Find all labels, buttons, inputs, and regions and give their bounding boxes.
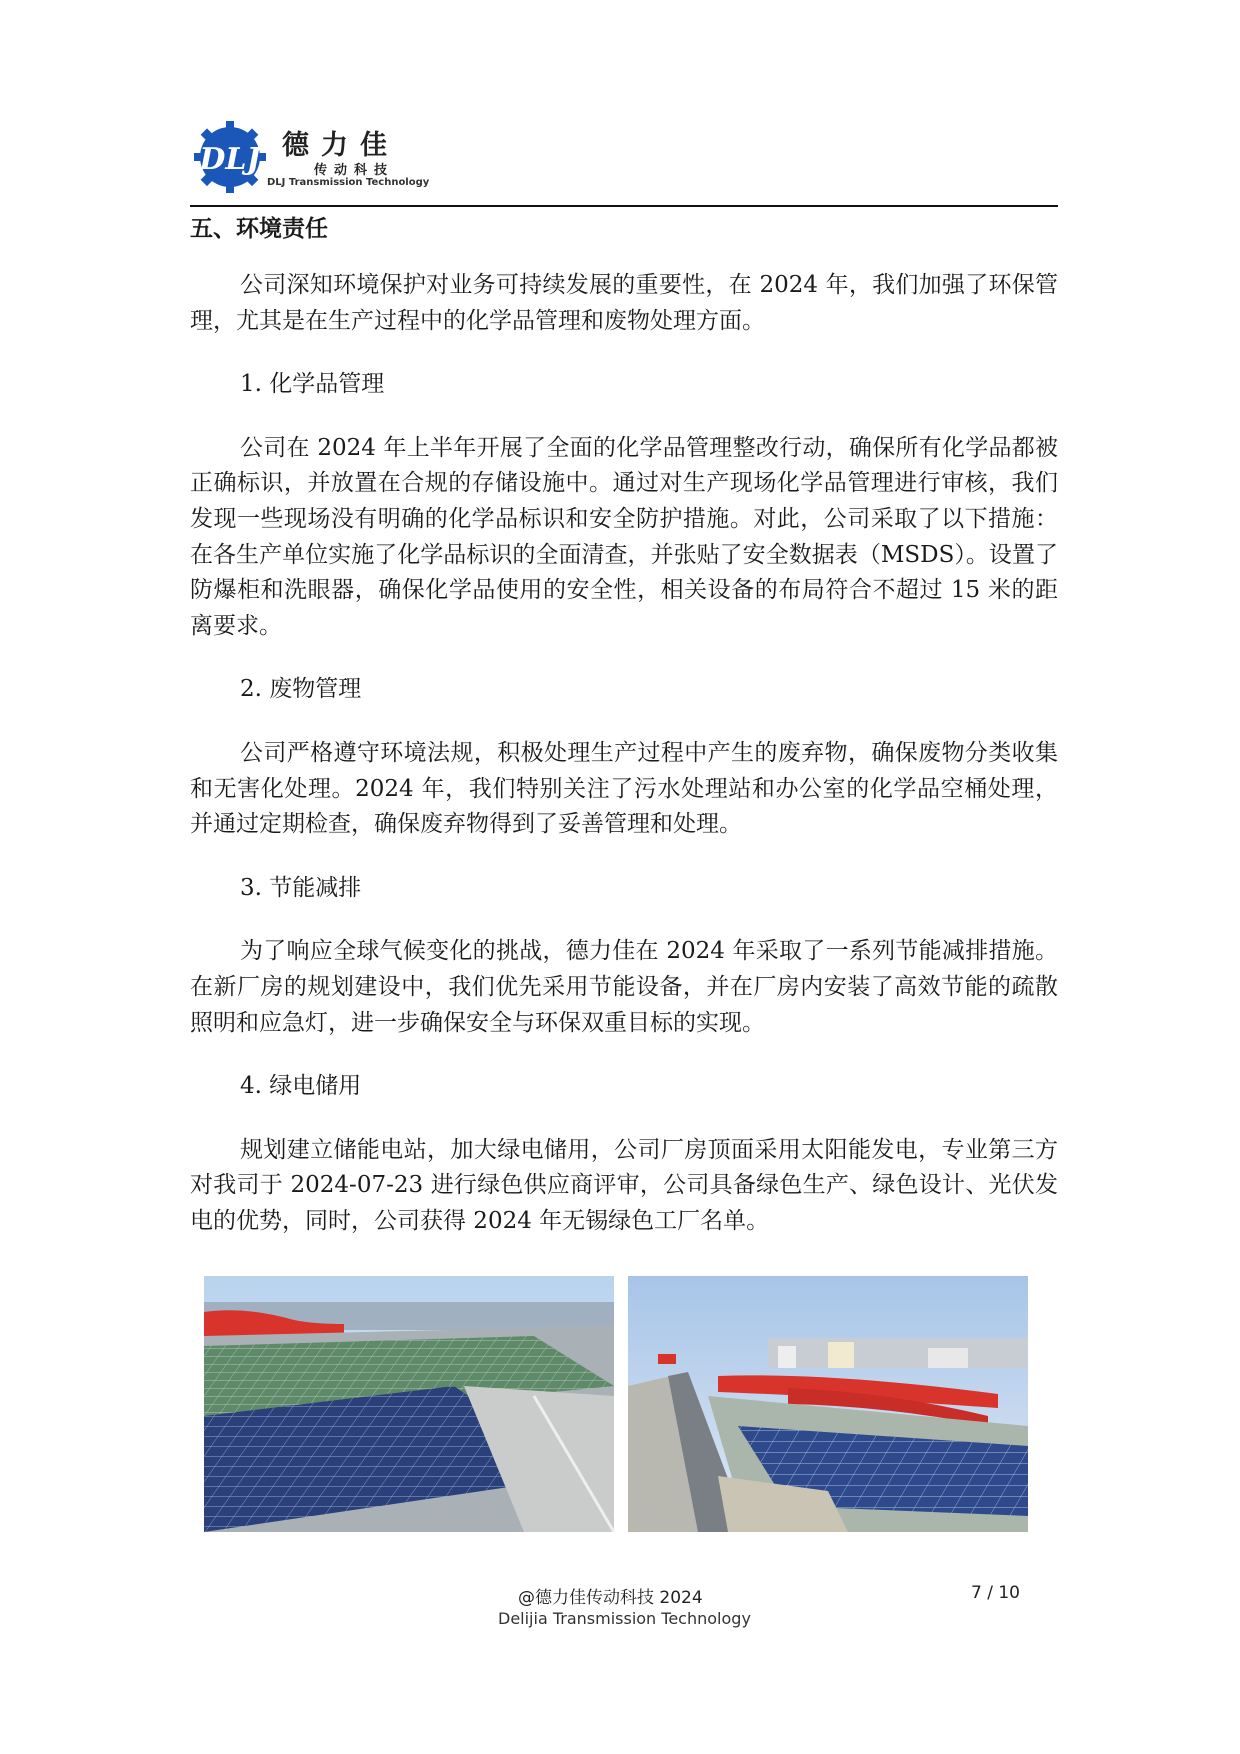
paragraph-chemicals: 公司在 2024 年上半年开展了全面的化学品管理整改行动，确保所有化学品都被正确标识，并放置在合规的存储设施中。通过对生产现场化学品管理进行审核，我们发现一些现场没有明确的化学品标识和安全防护措施。对此，公司采取了以下措施：在各生产单位实施了化学品标识的全面清查，并张贴了安全数据表（MSDS）。设置了防爆柜和洗眼器，确保化学品使用的安全性，相关设备的布局符合不超过 15 米的距离要求。 [190, 434, 1058, 639]
subheading-energy: 3. 节能减排 [240, 874, 362, 901]
paragraph-waste: 公司严格遵守环境法规，积极处理生产过程中产生的废弃物，确保废物分类收集和无害化处理。2024 年，我们特别关注了污水处理站和办公室的化学品空桶处理，并通过定期检查，确保废弃物得到了妥善管理和处理。 [190, 739, 1058, 838]
footer-copyright: @德力佳传动科技 2024 [518, 1588, 703, 1608]
solar-roof-photo-right [628, 1276, 1028, 1532]
footer-company-en: Delijia Transmission Technology [498, 1609, 751, 1628]
page-header [190, 115, 1058, 207]
paragraph-green-power: 规划建立储能电站，加大绿电储用，公司厂房顶面采用太阳能发电，专业第三方对我司于 2024-07-23 进行绿色供应商评审，公司具备绿色生产、绿色设计、光伏发电的优势，同时，公司获得 2024 年无锡绿色工厂名单。 [190, 1136, 1058, 1234]
company-name-cn: 德力佳 [282, 130, 399, 161]
section-title: 五、环境责任 [190, 216, 328, 242]
paragraph-energy: 为了响应全球气候变化的挑战，德力佳在 2024 年采取了一系列节能减排措施。在新厂房的规划建设中，我们优先采用节能设备，并在厂房内安装了高效节能的疏散照明和应急灯，进一步确保安全与环保双重目标的实现。 [190, 938, 1058, 1036]
subheading-chemicals: 1. 化学品管理 [240, 371, 385, 398]
company-subtitle-cn: 传动科技 [314, 163, 395, 178]
solar-roof-photo-left [204, 1276, 614, 1532]
subheading-green-power: 4. 绿电储用 [240, 1073, 362, 1100]
company-name-en: DLJ Transmission Technology [267, 177, 430, 188]
subheading-waste: 2. 废物管理 [240, 676, 362, 703]
intro-paragraph: 公司深知环境保护对业务可持续发展的重要性，在 2024 年，我们加强了环保管理，尤其是在生产过程中的化学品管理和废物处理方面。 [190, 272, 1058, 334]
page-number: 7 / 10 [971, 1583, 1020, 1603]
company-logo-icon [190, 119, 274, 195]
logo-letters: DLJ [199, 142, 261, 177]
solar-photos [204, 1276, 1028, 1532]
section-content [190, 206, 1058, 1239]
